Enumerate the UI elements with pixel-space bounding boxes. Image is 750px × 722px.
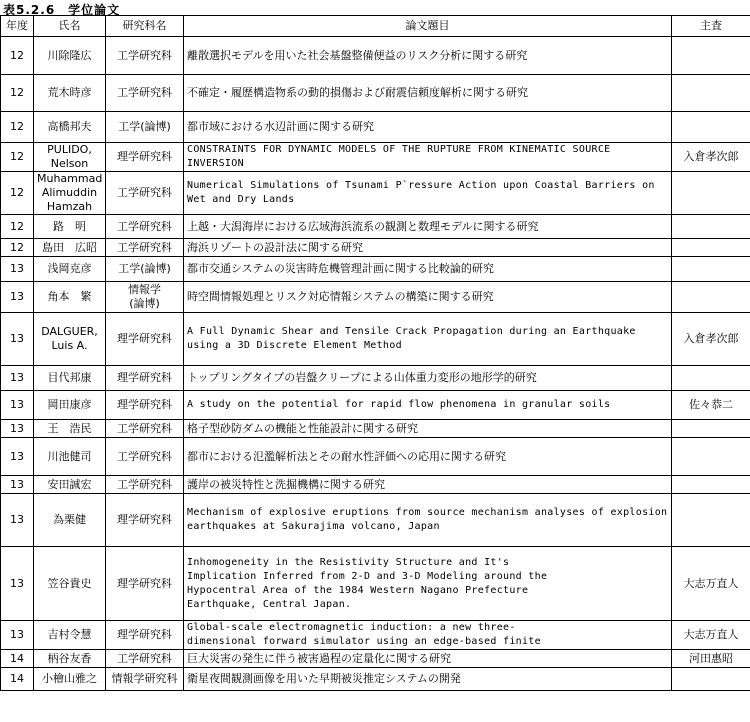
cell-chief bbox=[672, 420, 750, 438]
cell-year: 13 bbox=[1, 282, 34, 313]
cell-thesis: A study on the potential for rapid flow phenomena in granular soils bbox=[184, 391, 672, 420]
cell-thesis: 都市における氾濫解析法とその耐水性評価への応用に関する研究 bbox=[184, 438, 672, 476]
cell-year: 13 bbox=[1, 621, 34, 650]
cell-course: 工学研究科 bbox=[106, 650, 184, 668]
cell-chief bbox=[672, 494, 750, 547]
header-thesis: 論文題目 bbox=[184, 16, 672, 37]
cell-name: 王 浩民 bbox=[34, 420, 106, 438]
cell-course: 理学研究科 bbox=[106, 391, 184, 420]
cell-course: 理学研究科 bbox=[106, 143, 184, 172]
cell-name: 高橋邦夫 bbox=[34, 112, 106, 143]
cell-year: 12 bbox=[1, 112, 34, 143]
cell-course: 工学研究科 bbox=[106, 37, 184, 75]
cell-chief bbox=[672, 75, 750, 112]
cell-course: 工学(論博) bbox=[106, 112, 184, 143]
cell-chief bbox=[672, 215, 750, 239]
cell-thesis: 格子型砂防ダムの機能と性能設計に関する研究 bbox=[184, 420, 672, 438]
cell-name: 岡田康彦 bbox=[34, 391, 106, 420]
cell-chief: 入倉孝次郎 bbox=[672, 143, 750, 172]
cell-thesis: Global-scale electromagnetic induction: a new three- dimensional forward simulator using an edge-based finite bbox=[184, 621, 672, 650]
cell-chief bbox=[672, 282, 750, 313]
thesis-table bbox=[0, 15, 750, 691]
cell-thesis: 時空間情報処理とリスク対応情報システムの構築に関する研究 bbox=[184, 282, 672, 313]
table-row bbox=[1, 172, 750, 215]
cell-course: 工学研究科 bbox=[106, 239, 184, 257]
cell-chief bbox=[672, 257, 750, 282]
cell-thesis: 都市交通システムの災害時危機管理計画に関する比較論的研究 bbox=[184, 257, 672, 282]
table-row bbox=[1, 438, 750, 476]
cell-chief: 大志万直人 bbox=[672, 547, 750, 621]
cell-year: 13 bbox=[1, 313, 34, 366]
header-chief: 主査 bbox=[672, 16, 750, 37]
cell-course: 理学研究科 bbox=[106, 547, 184, 621]
table-row bbox=[1, 75, 750, 112]
cell-name: 川池健司 bbox=[34, 438, 106, 476]
cell-chief bbox=[672, 112, 750, 143]
table-row bbox=[1, 239, 750, 257]
cell-year: 13 bbox=[1, 547, 34, 621]
cell-name: 島田 広昭 bbox=[34, 239, 106, 257]
cell-course: 工学研究科 bbox=[106, 438, 184, 476]
cell-year: 12 bbox=[1, 239, 34, 257]
header-row bbox=[1, 16, 750, 37]
cell-chief: 河田惠昭 bbox=[672, 650, 750, 668]
cell-year: 12 bbox=[1, 75, 34, 112]
cell-thesis: 衛星夜間観測画像を用いた早期被災推定システムの開発 bbox=[184, 668, 672, 691]
header-name: 氏名 bbox=[34, 16, 106, 37]
table-row bbox=[1, 257, 750, 282]
table-row bbox=[1, 476, 750, 494]
table-row bbox=[1, 391, 750, 420]
cell-course: 工学研究科 bbox=[106, 215, 184, 239]
table-row bbox=[1, 420, 750, 438]
cell-name: 安田誠宏 bbox=[34, 476, 106, 494]
cell-thesis: A Full Dynamic Shear and Tensile Crack Propagation during an Earthquake using a 3D Discrete Element Method bbox=[184, 313, 672, 366]
cell-year: 12 bbox=[1, 172, 34, 215]
cell-course: 工学(論博) bbox=[106, 257, 184, 282]
cell-name: 為栗健 bbox=[34, 494, 106, 547]
table-row bbox=[1, 650, 750, 668]
cell-course: 工学研究科 bbox=[106, 420, 184, 438]
cell-name: 荒木時彦 bbox=[34, 75, 106, 112]
cell-course: 情報学研究科 bbox=[106, 668, 184, 691]
cell-chief bbox=[672, 239, 750, 257]
cell-thesis: トップリングタイプの岩盤クリープによる山体重力変形の地形学的研究 bbox=[184, 366, 672, 391]
cell-name: 川除隆広 bbox=[34, 37, 106, 75]
cell-course: 理学研究科 bbox=[106, 313, 184, 366]
cell-year: 12 bbox=[1, 215, 34, 239]
cell-year: 12 bbox=[1, 143, 34, 172]
cell-chief bbox=[672, 172, 750, 215]
cell-year: 14 bbox=[1, 668, 34, 691]
cell-thesis: 巨大災害の発生に伴う被害過程の定量化に関する研究 bbox=[184, 650, 672, 668]
cell-course: 工学研究科 bbox=[106, 172, 184, 215]
cell-name: 目代邦康 bbox=[34, 366, 106, 391]
cell-year: 13 bbox=[1, 391, 34, 420]
table-row bbox=[1, 215, 750, 239]
cell-thesis: Inhomogeneity in the Resistivity Structure and It's Implication Inferred from 2-D and 3-D Modeling around the Hypocentral Area of the 1984 Western Nagano Prefecture Earthquake, Central Japan. bbox=[184, 547, 672, 621]
cell-year: 14 bbox=[1, 650, 34, 668]
cell-name: PULIDO, Nelson bbox=[34, 143, 106, 172]
cell-thesis: 不確定・履歴構造物系の動的損傷および耐震信頼度解析に関する研究 bbox=[184, 75, 672, 112]
cell-course: 理学研究科 bbox=[106, 621, 184, 650]
table-title: 表5.2.6 学位論文 bbox=[3, 3, 121, 17]
cell-course: 工学研究科 bbox=[106, 75, 184, 112]
table-body bbox=[1, 37, 750, 691]
cell-chief bbox=[672, 438, 750, 476]
cell-chief: 佐々恭二 bbox=[672, 391, 750, 420]
cell-thesis: CONSTRAINTS FOR DYNAMIC MODELS OF THE RUPTURE FROM KINEMATIC SOURCE INVERSION bbox=[184, 143, 672, 172]
table-row bbox=[1, 494, 750, 547]
cell-year: 13 bbox=[1, 494, 34, 547]
cell-chief bbox=[672, 668, 750, 691]
cell-chief bbox=[672, 366, 750, 391]
cell-name: 柄谷友香 bbox=[34, 650, 106, 668]
cell-year: 13 bbox=[1, 476, 34, 494]
cell-name: Muhammad Alimuddin Hamzah bbox=[34, 172, 106, 215]
cell-chief: 入倉孝次郎 bbox=[672, 313, 750, 366]
cell-year: 13 bbox=[1, 257, 34, 282]
cell-chief: 大志万直人 bbox=[672, 621, 750, 650]
cell-thesis: 護岸の被災特性と洗掘機構に関する研究 bbox=[184, 476, 672, 494]
table-row bbox=[1, 37, 750, 75]
cell-year: 12 bbox=[1, 37, 34, 75]
table-row bbox=[1, 143, 750, 172]
cell-course: 工学研究科 bbox=[106, 476, 184, 494]
cell-year: 13 bbox=[1, 438, 34, 476]
cell-course: 理学研究科 bbox=[106, 494, 184, 547]
cell-year: 13 bbox=[1, 366, 34, 391]
cell-chief bbox=[672, 476, 750, 494]
table-row bbox=[1, 366, 750, 391]
cell-thesis: 都市域における水辺計画に関する研究 bbox=[184, 112, 672, 143]
cell-course: 情報学 (論博) bbox=[106, 282, 184, 313]
cell-name: 浅岡克彦 bbox=[34, 257, 106, 282]
cell-thesis: Numerical Simulations of Tsunami P`ressure Action upon Coastal Barriers on Wet and Dry Lands bbox=[184, 172, 672, 215]
cell-name: 小檜山雅之 bbox=[34, 668, 106, 691]
cell-thesis: 離散選択モデルを用いた社会基盤整備便益のリスク分析に関する研究 bbox=[184, 37, 672, 75]
table-row bbox=[1, 112, 750, 143]
table-row bbox=[1, 282, 750, 313]
cell-chief bbox=[672, 37, 750, 75]
cell-thesis: 上越・大潟海岸における広域海浜流系の観測と数理モデルに関する研究 bbox=[184, 215, 672, 239]
table-row bbox=[1, 313, 750, 366]
header-year: 年度 bbox=[1, 16, 34, 37]
table-row bbox=[1, 668, 750, 691]
cell-course: 理学研究科 bbox=[106, 366, 184, 391]
cell-name: DALGUER, Luis A. bbox=[34, 313, 106, 366]
cell-name: 路 明 bbox=[34, 215, 106, 239]
cell-name: 角本 繁 bbox=[34, 282, 106, 313]
table-row bbox=[1, 621, 750, 650]
cell-thesis: Mechanism of explosive eruptions from source mechanism analyses of explosion earthquakes at Sakurajima volcano, Japan bbox=[184, 494, 672, 547]
cell-year: 13 bbox=[1, 420, 34, 438]
cell-name: 笠谷貴史 bbox=[34, 547, 106, 621]
header-course: 研究科名 bbox=[106, 16, 184, 37]
table-row bbox=[1, 547, 750, 621]
cell-name: 吉村令慧 bbox=[34, 621, 106, 650]
cell-thesis: 海浜リゾートの設計法に関する研究 bbox=[184, 239, 672, 257]
